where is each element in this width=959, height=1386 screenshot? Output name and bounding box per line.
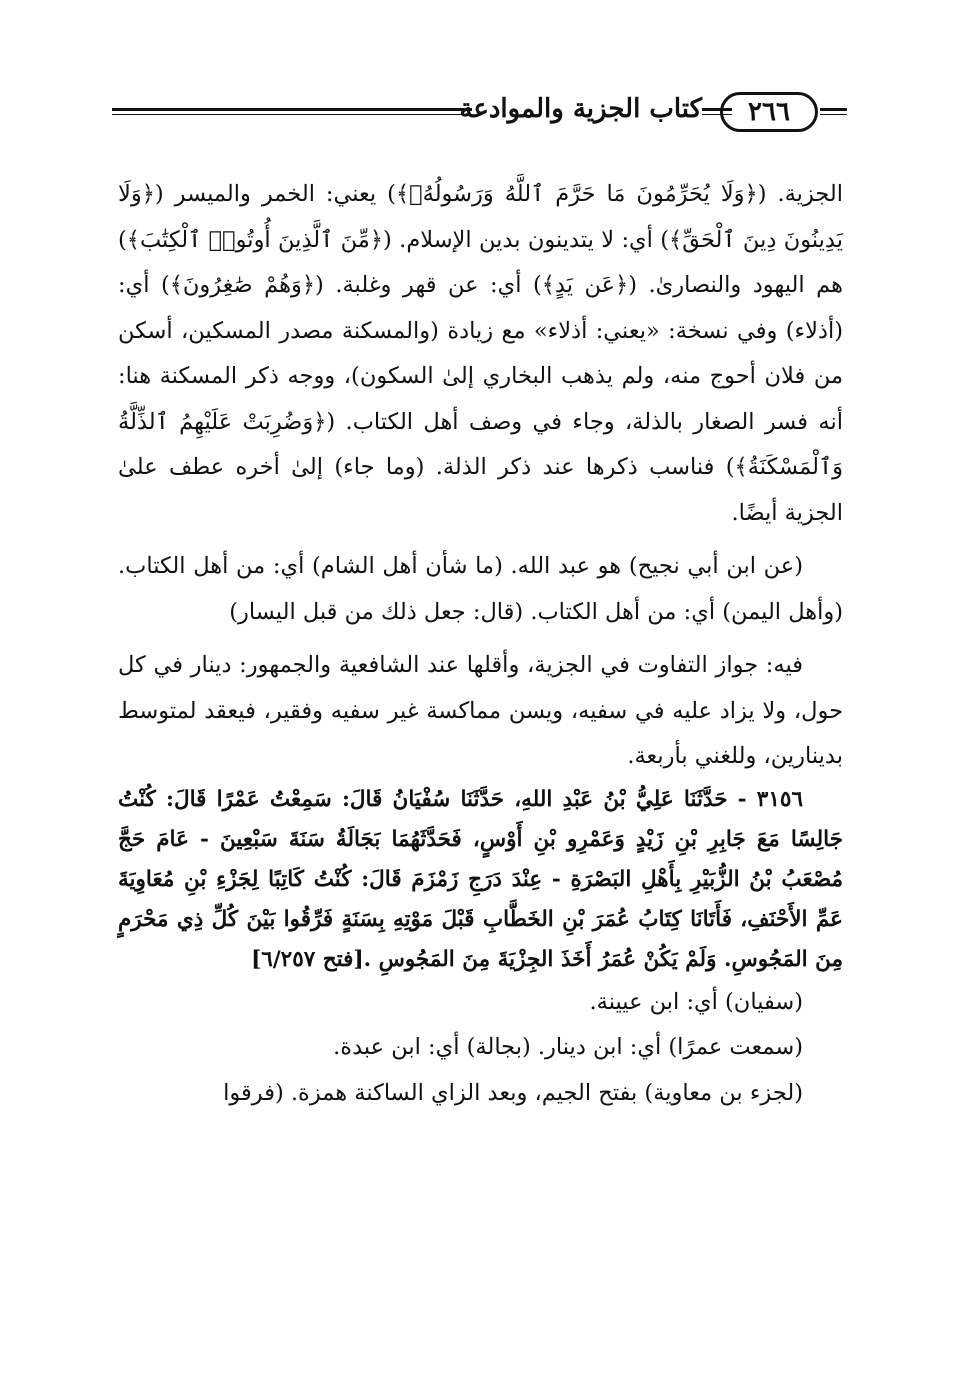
paragraph-note-sufyan: (سفيان) أي: ابن عيينة. — [589, 988, 803, 1015]
header-rule-left — [112, 108, 472, 115]
page-body — [118, 172, 843, 1116]
paragraph-commentary-ibn-abi-najih: (عن ابن أبي نجيح) هو عبد الله. (ما شأن أهل الشام) أي: من أهل الكتاب. (وأهل اليمن) أي: من أهل الكتاب. (قال: جعل ذلك من قبل اليسار) — [118, 553, 843, 625]
running-title: كتاب الجزية والموادعة — [459, 94, 702, 124]
paragraph-note-jaz: (لجزء بن معاوية) بفتح الجيم، وبعد الزاي الساكنة همزة. (فرقوا — [223, 1079, 803, 1106]
hadith-3156: ٣١٥٦ - حَدَّثَنَا عَلِيُّ بْنُ عَبْدِ اللهِ، حَدَّثَنَا سُفْيَانُ قَالَ: سَمِعْتُ عَمْرًا قَالَ: كُنْتُ جَالِسًا مَعَ جَابِرِ بْنِ زَيْدٍ وَعَمْرِو بْنِ أَوْسٍ، فَحَدَّثَهُمَا بَجَالَةُ سَنَةَ سَبْعِينَ - عَامَ حَجَّ مُصْعَبُ بْنُ الزُّبَيْرِ بِأَهْلِ البَصْرَةِ - عِنْدَ دَرَجِ زَمْزَمَ قَالَ: كُنْتُ كَاتِبًا لِجَزْءِ بْنِ مُعَاوِيَةَ عَمِّ الأَحْنَفِ، فَأَتَانَا كِتَابُ عُمَرَ بْنِ الخَطَّابِ قَبْلَ مَوْتِهِ بِسَنَةٍ فَرِّقُوا بَيْنَ كُلِّ ذِي مَحْرَمٍ مِنَ المَجُوسِ. وَلَمْ يَكُنْ عُمَرُ أَخَذَ الجِزْيَةَ مِنَ المَجُوسِ .[فتح ٦/٢٥٧] — [118, 786, 843, 972]
paragraph-jizya-ruling: فيه: جواز التفاوت في الجزية، وأقلها عند الشافعية والجمهور: دينار في كل حول، ولا يزاد عليه في سفيه، ويسن مماكسة غير سفيه وفقير، فيعقد لمتوسط بدينارين، وللغني بأربعة. — [118, 652, 843, 769]
header-rule-right — [820, 108, 847, 115]
paragraph-note-amr: (سمعت عمرًا) أي: ابن دينار. (بجالة) أي: ابن عبدة. — [333, 1034, 803, 1060]
paragraph-commentary-verse: الجزية. (﴿وَلَا يُحَرِّمُونَ مَا حَرَّمَ ٱللَّهُ وَرَسُولُهُۥ﴾) يعني: الخمر والميسر (﴿وَلَا يَدِينُونَ دِينَ ٱلْحَقِّ﴾) أي: لا يتدينون بدين الإسلام. (﴿مِّنَ ٱلَّذِينَ أُوتُوا۟ ٱلْكِتَٰبَ﴾) هم اليهود والنصارىٰ. (﴿عَن يَدٍ﴾) أي: عن قهر وغلبة. (﴿وَهُمْ صَٰغِرُونَ﴾) أي: (أذلاء) وفي نسخة: «يعني: أذلاء» مع زيادة (والمسكنة مصدر المسكين، أسكن من فلان أحوج منه، ولم يذهب البخاري إلىٰ السكون)، ووجه ذكر المسكنة هنا: أنه فسر الصغار بالذلة، وجاء في وصف أهل الكتاب. (﴿وَضُرِبَتْ عَلَيْهِمُ ٱلذِّلَّةُ وَٱلْمَسْكَنَةُ﴾) فناسب ذكرها عند ذكر الذلة. (وما جاء) إلىٰ أخره عطف علىٰ الجزية أيضًا. — [118, 181, 843, 526]
page-number: ٢٦٦ — [720, 92, 818, 132]
page-header — [112, 92, 847, 142]
